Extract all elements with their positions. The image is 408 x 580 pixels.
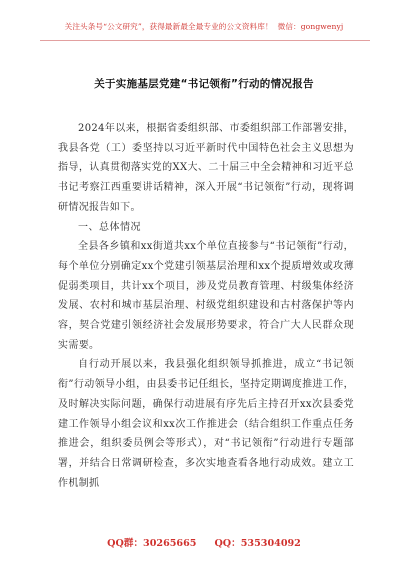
header-divider bbox=[40, 40, 370, 41]
header-banner bbox=[0, 21, 408, 32]
banner-contact: 微信：gongwenyj bbox=[277, 22, 344, 31]
paragraph-overview: 全县各乡镇和xx街道共xx个单位直接参与“书记领衔”行动，每个单位分别确定xx个党建引领基层治理和xx个提质增效或攻薄促弱类项目，共计xx个项目，涉及党员教育管理、村级集体经济发展、农村和城市基层治理、村级党组织建设和古村落保护等内容，契合党建引领经济社会发展形势要求，符合广大人民群众现实需要。 bbox=[58, 241, 354, 351]
footer-contact-bar bbox=[0, 535, 408, 549]
paragraph-progress: 自行动开展以来，我县强化组织领导抓推进，成立“书记领衔”行动领导小组，由县委书记任组长，坚持定期调度推进工作，及时解决实际问题，确保行动进展有序先后主持召开xx次县委党建工作领导小组会议和xx次工作推进会（结合组织工作重点任务推进会，组织委员例会等形式），对“书记领衔”行动进行专题部署，并结合日常调研检查，多次实地查看各地行动成效。建立工作机制抓 bbox=[58, 359, 354, 489]
document-title: 关于实施基层党建“书记领衔”行动的情况报告 bbox=[94, 78, 314, 90]
qq-number: QQ：535304092 bbox=[214, 538, 301, 549]
section-heading: 一、总体情况 bbox=[78, 221, 141, 233]
qq-group-number: QQ群：30265665 bbox=[107, 538, 197, 549]
banner-text: 关注头条号“公文研究”，获得最新最全最专业的公文资料库！ bbox=[64, 22, 273, 31]
paragraph-intro: 2024年以来，根据省委组织部、市委组织部工作部署安排，我县各党（工）委坚持以习近平新时代中国特色社会主义思想为指导，认真贯彻落实党的XX大、二十届三中全会精神和习近平总书记考察江西重要讲话精神，深入开展“书记领衔”行动，现将调研情况报告如下。 bbox=[58, 123, 354, 213]
document-body bbox=[58, 119, 354, 493]
